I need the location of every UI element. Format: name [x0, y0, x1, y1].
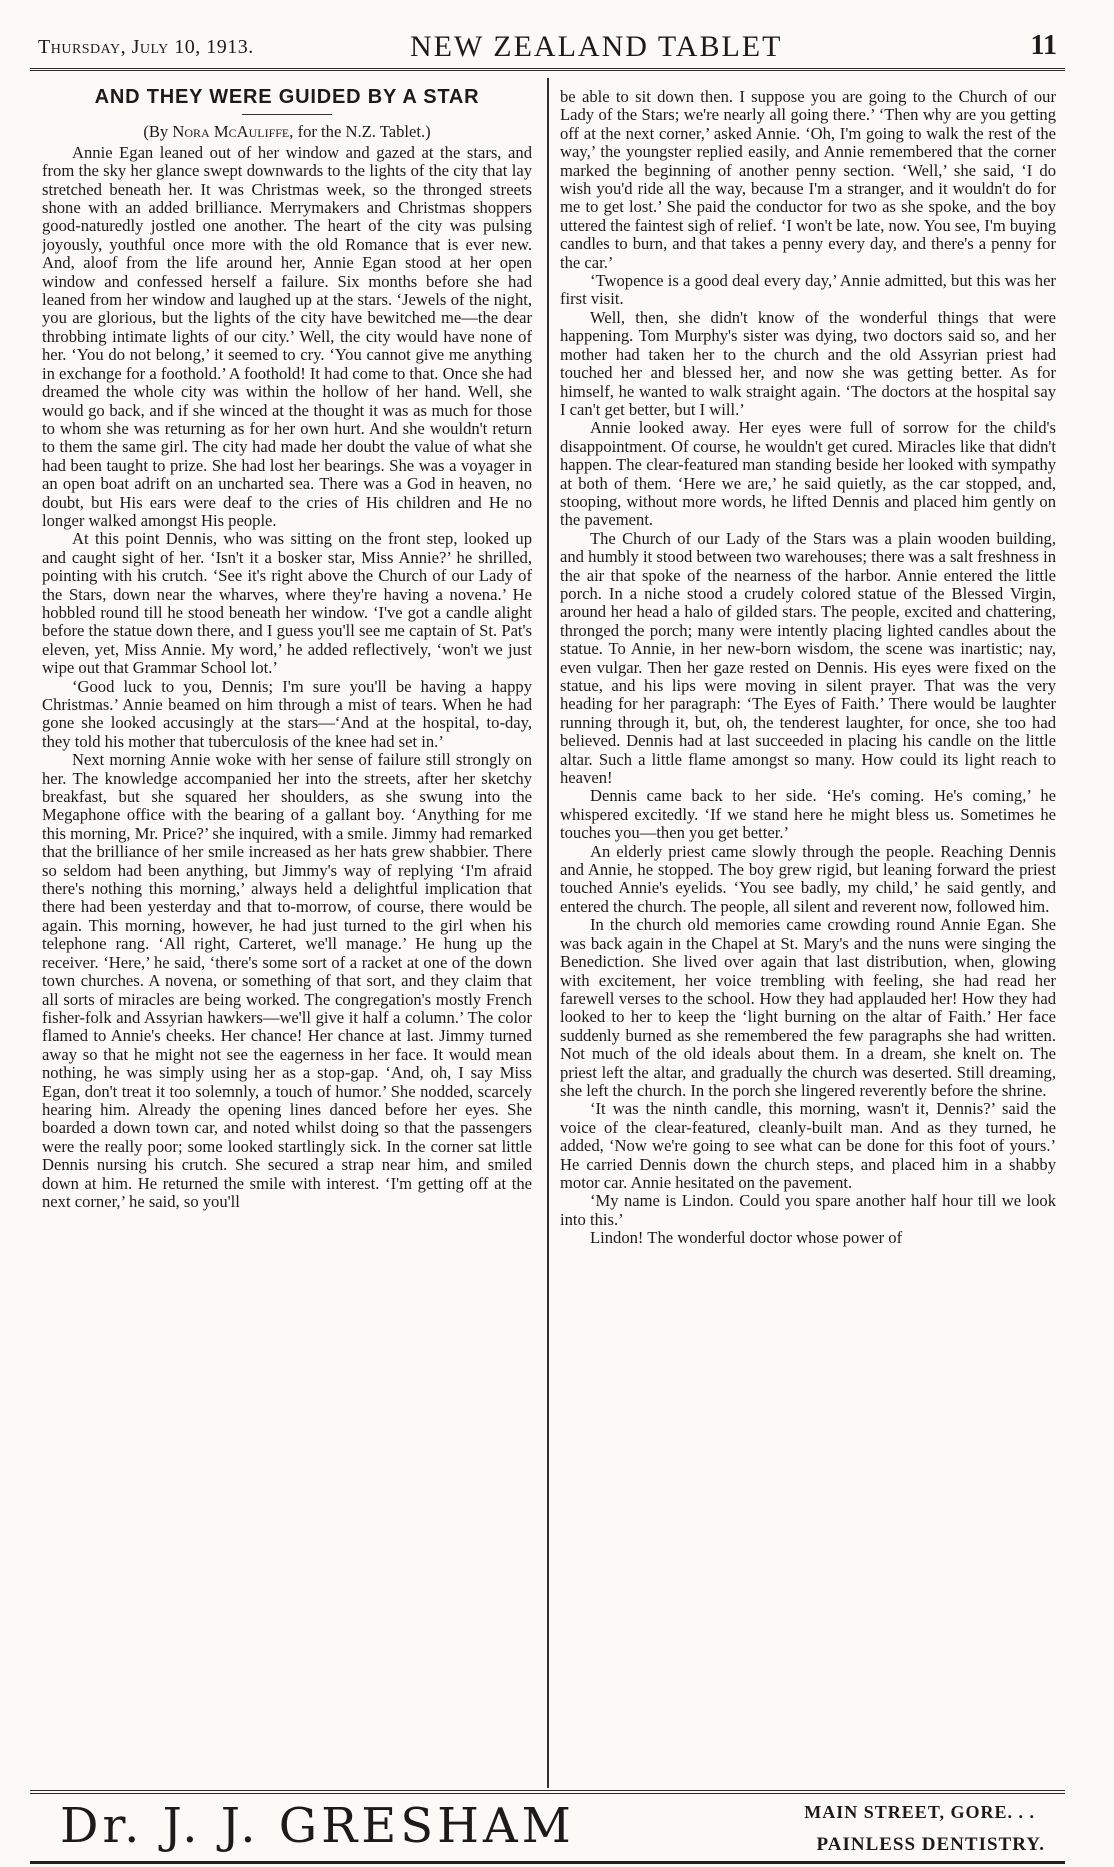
paragraph: Annie looked away. Her eyes were full of sorrow for the child's disappointment. Of course, he wouldn't get cured. Miracles like that didn't happen. The clear-featured man standing beside her looked with sympathy at both of them. ‘Here we are,’ he said quietly, as the car stopped, and, stooping, without more words, he lifted Dennis and placed him gently on the pavement.	[560, 418, 1056, 530]
article-title: AND THEY WERE GUIDED BY A STAR	[94, 86, 480, 108]
paragraph: At this point Dennis, who was sitting on the front step, looked up and caught sight of her. ‘Isn't it a bosker star, Miss Annie?’ he shrilled, pointing with his crutch. ‘See it's right above the Church of our Lady of the Stars, down near the wharves, where they're having a novena.’ He hobbled round till he stood beneath her window. ‘I've got a candle alight before the statue down there, and I guess you'll see me captain of St. Pat's eleven, yet, Miss Annie. My word,’ he added reflectively, ‘won't we just wipe out that Grammar School lot.’	[42, 529, 532, 678]
paragraph: ‘Good luck to you, Dennis; I'm sure you'll be having a happy Christmas.’ Annie beamed on him through a mist of tears. When he had gone she looked accusingly at the stars—‘And at the hospital, to-day, they told his mother that tuberculosis of the knee had set in.’	[42, 676, 532, 751]
paragraph: Next morning Annie woke with her sense of failure still strongly on her. The knowledge accompanied her into the streets, after her sketchy breakfast, but she squared her shoulders, as she swung into the Megaphone office with the bearing of a gallant boy. ‘Anything for me this morning, Mr. Price?’ she inquired, with a smile. Jimmy had remarked that the brilliance of her smile increased as her hats grew shabbier. There so seldom had been anything, but Jimmy's way of replying ‘I'm afraid there's nothing this morning,’ always held a delightful implication that there had been yesterday and that to-morrow, of course, there would be again. This morning, however, he had just turned to the girl when his telephone rang. ‘All right, Carteret, we'll manage.’ He hung up the receiver. ‘Here,’ he said, ‘there's some sort of a racket at one of the down town churches. A novena, or something of that sort, and they claim that all sorts of miracles are being worked. The congregation's mostly French fisher-folk and Assyrian hawkers—we'll give it half a column.’ The color flamed to Annie's cheeks. Her chance! Her chance at last. Jimmy turned away so that he might not see the eagerness in her face. It would mean nothing, he was simply using her as a stop-gap. ‘And, oh, I say Miss Egan, don't treat it too solemnly, a touch of humor.’ She nodded, scarcely hearing him. Already the opening lines danced before her eyes. She boarded a down town car, and noted whilst doing so that the passengers were the really poor; some looked startlingly sick. In the corner sat little Dennis nursing his crutch. She secured a strap near him, and smiled down at him. He returned the smile with interest. ‘I'm getting off at the next corner,’ he said, so you'll	[42, 750, 532, 1211]
issue-date: Thursday, July 10, 1913.	[38, 36, 254, 58]
right-column	[560, 88, 1056, 1788]
paragraph: In the church old memories came crowding round Annie Egan. She was back again in the Chapel at St. Mary's and the nuns were singing the Benediction. She lived over again that last distribution, when, glowing with excitement, her voice trembling with feeling, she had read her farewell verses to the school. How they had applauded her! How they had looked to her to keep the ‘light burning on the altar of Faith.’ Her face suddenly burned as she remembered the few paragraphs she had written. Not much of the old ideals about them. In a dream, she knelt on. The priest left the altar, and gradually the church was deserted. Still dreaming, she left the church. In the porch she lingered reverently before the shrine.	[560, 915, 1056, 1100]
paragraph: Dennis came back to her side. ‘He's coming. He's coming,’ he whispered excitedly. ‘If we stand here he might bless us. Sometimes he touches you—then you get better.’	[560, 786, 1056, 843]
paragraph: Annie Egan leaned out of her window and gazed at the stars, and from the sky her glance swept downwards to the lights of the city that lay stretched beneath her. It was Christmas week, so the thronged streets shone with an added brilliance. Merrymakers and Christmas shoppers good-naturedly jostled one another. The heart of the city was pulsing joyously, youthful once more with the old Romance that is ever new. And, aloof from the life around her, Annie Egan stood at her open window and confessed herself a failure. Six months before she had leaned from her window and laughed up at the stars. ‘Jewels of the night, you are glorious, but the lights of the city have bewitched me—the dear throbbing intimate lights of our city.’ Well, the city would have none of her. ‘You do not belong,’ it seemed to cry. ‘You cannot give me anything in exchange for a foothold.’ A foothold! It had come to that. Once she had dreamed the whole city was within the hollow of her hand. Well, she would go back, and if she winced at the thought it was as much for those to whom she was returning as for her own hurt. And she wouldn't return to them the same girl. The city had made her doubt the value of what she had been taught to prize. She had lost her bearings. She was a voyager in an open boat adrift on an uncharted sea. There was a God in heaven, no doubt, but His ears were deaf to the cries of His children and He no longer walked amongst His people.	[42, 142, 532, 530]
left-column	[42, 80, 532, 1780]
byline-prefix: (By	[143, 122, 169, 142]
paragraph: The Church of our Lady of the Stars was a plain wooden building, and humbly it stood between two warehouses; there was a salt freshness in the air that spoke of the nearness of the harbor. Annie entered the little porch. In a niche stood a crudely colored statue of the Blessed Virgin, around her head a halo of gilded stars. The people, excited and chattering, thronged the porch; many were intently placing lighted candles about the statue. To Annie, in her new-born wisdom, the scene was inartistic; nay, even vulgar. Then her gaze rested on Dennis. His eyes were fixed on the statue, and his lips were moving in silent prayer. That was the very heading for her paragraph: ‘The Eyes of Faith.’ There would be laughter running through it, but, oh, the tenderest laughter, for once, she too had believed. Dennis had at last succeeded in placing his candle on the little altar. Such a little flame amongst so many. How could its light reach to heaven!	[560, 528, 1056, 788]
page-header	[30, 20, 1065, 71]
paragraph: ‘It was the ninth candle, this morning, wasn't it, Dennis?’ said the voice of the clear-featured, cleanly-built man. And as they turned, he added, ‘Now we're going to see what can be done for this foot of yours.’ He carried Dennis down the church steps, and placed him in a shabby motor car. Annie hesitated on the pavement.	[560, 1099, 1056, 1192]
advertiser-name: Dr. J. J. GRESHAM	[60, 1798, 575, 1854]
paragraph: be able to sit down then. I suppose you are going to the Church of our Lady of the Stars; we're nearly all going there.’ ‘Then why are you getting off at the next corner,’ asked Annie. ‘Oh, I'm going to walk the rest of the way,’ the youngster replied easily, and Annie remembered that the corner marked the beginning of another penny section. ‘Well,’ she said, ‘I do wish you'd ride all the way, because I'm a stranger, and it wouldn't do for me to get lost.’ She paid the conductor for two as she spoke, and the boy uttered the faintest sigh of relief. ‘I won't be late, now. You see, I'm buying candles to burn, and that takes a penny every day, and there's a penny for the car.’	[560, 88, 1056, 272]
title-rule	[242, 114, 332, 115]
paragraph: Well, then, she didn't know of the wonderful things that were happening. Tom Murphy's sister was dying, two doctors said so, and her mother had taken her to the church and the old Assyrian priest had touched her and blessed her, and now she was getting better. As for himself, he wanted to walk straight again. ‘The doctors at the hospital say I can't get better, but I will.’	[560, 307, 1056, 419]
advertiser-address: MAIN STREET, GORE. . .	[804, 1802, 1035, 1822]
page-number: 11	[1030, 30, 1057, 61]
newspaper-title: NEW ZEALAND TABLET	[410, 30, 783, 63]
byline-suffix: for the N.Z. Tablet.)	[297, 122, 431, 142]
advertisement-footer	[30, 1790, 1065, 1864]
paragraph: Lindon! The wonderful doctor whose power of	[590, 1228, 903, 1248]
advertiser-tagline: PAINLESS DENTISTRY.	[816, 1834, 1045, 1855]
byline-author: Nora McAuliffe,	[172, 122, 294, 142]
paragraph: An elderly priest came slowly through the people. Reaching Dennis and Annie, he stopped. The boy grew rigid, but leaning forward the priest touched Annie's eyelids. ‘You see badly, my child,’ he said gently, and entered the church. The people, all silent and reverent now, followed him.	[560, 841, 1056, 916]
footer-rule	[30, 1861, 1065, 1864]
byline	[42, 123, 532, 141]
paragraph: ‘Twopence is a good deal every day,’ Annie admitted, but this was her first visit.	[560, 271, 1056, 309]
paragraph: ‘My name is Lindon. Could you spare another half hour till we look into this.’	[560, 1191, 1056, 1229]
column-divider	[547, 78, 549, 1788]
